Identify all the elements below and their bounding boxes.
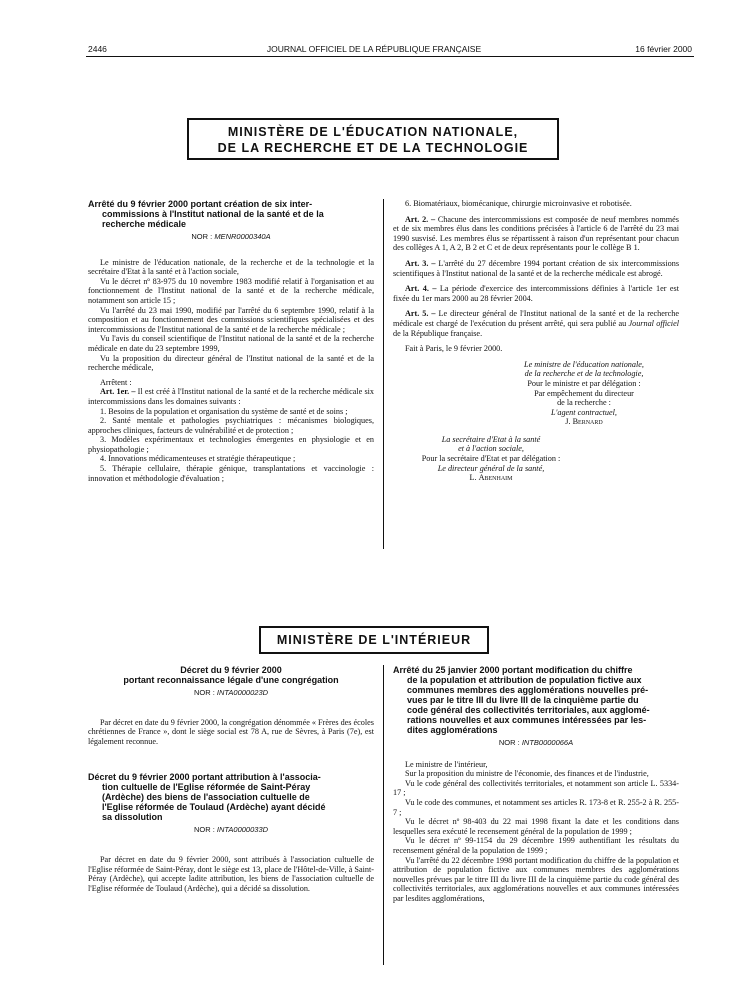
arrete-inserm-item2: 2. Santé mentale et pathologies psychiatriques : mécanismes biologiques, approches cliniques, facteurs de vulnérabilité et de protection ; <box>88 416 374 435</box>
ministry-education-line1: MINISTÈRE DE L'ÉDUCATION NATIONALE, <box>227 125 519 139</box>
header-rule <box>86 56 694 57</box>
arrete-inserm-title: Arrêté du 9 février 2000 portant création de six inter- commissions à l'Institut national de la santé et de la recherche médicale <box>88 199 324 229</box>
decret-congregation-text: Par décret en date du 9 février 2000, la congrégation dénommée « Frères des écoles chrétiennes de France », dont le siège social est 78 A, rue de Sèvres, à Paris (7e), est légalement reconnue. <box>88 717 374 746</box>
arrete-inserm-right-column <box>393 199 679 483</box>
arrete-population-para5: Vu le décret nº 98-403 du 22 mai 1998 fixant la date et les conditions dans lesquelles sera exécuté le recensement général de la population de 1999 ; <box>393 817 679 836</box>
column-divider-top <box>383 199 384 549</box>
arrete-population-para3: Vu le code général des collectivités territoriales, et notamment son article L. 5334-17 ; <box>393 778 679 798</box>
signature-block-minister: Le ministre de l'éducation nationale, de la recherche et de la technologie, Pour le ministre et par délégation : Par empêchement du directeur de la recherche : L'agent contractuel, J. Bernard <box>524 359 644 427</box>
journal-title: JOURNAL OFFICIEL DE LA RÉPUBLIQUE FRANÇAISE <box>266 44 482 54</box>
signature-block-secretary: La secrétaire d'Etat à la santé et à l'action sociale, Pour la secrétaire d'Etat et par délégation : Le directeur général de la santé, L. Abenhaim <box>421 434 561 483</box>
arrete-inserm-para2: Vu le décret nº 83-975 du 10 novembre 1983 modifié relatif à l'organisation et au fonctionnement de l'Institut national de la santé et de la recherche médicale, notamment son article 15 ; <box>88 276 374 305</box>
arrete-inserm-art4: Art. 4. – La période d'exercice des intercommissions définies à l'article 1er est fixée du 1er mars 2000 au 28 février 2004. <box>393 284 679 303</box>
decret-saint-peray-title: Décret du 9 février 2000 portant attribution à l'associa- tion cultuelle de l'Eglise réformée de Saint-Péray (Ardèche) des biens de l'association cultuelle de l'Eglise réformée de Toulaud (Ardèche) ayant décidé sa dissolution <box>88 772 326 823</box>
arrete-inserm-art1: Art. 1er. – Il est créé à l'Institut national de la santé et de la recherche médicale six intercommissions dans les domaines suivants : <box>88 387 374 406</box>
arrete-inserm-item3: 3. Modèles expérimentaux et technologies émergentes en physiologie et en physiopathologie ; <box>88 435 374 454</box>
arrete-inserm-item4: 4. Innovations médicamenteuses et stratégie thérapeutique ; <box>100 454 296 464</box>
arrete-inserm-item6: 6. Biomatériaux, biomécanique, chirurgie microinvasive et robotisée. <box>405 199 632 208</box>
arrete-inserm-nor: NOR : MENR0000340A <box>191 232 271 241</box>
ministry-interior-line1: MINISTÈRE DE L'INTÉRIEUR <box>276 633 472 647</box>
arrete-inserm-para3: Vu l'arrêté du 23 mai 1990, modifié par l'arrêté du 6 septembre 1990, relatif à la composition et au fonctionnement des commissions scientifiques spécialisées et des intercommissions de l'Institut national de la santé et de la recherche médicale ; <box>88 305 374 334</box>
ministry-education-box <box>187 118 559 160</box>
decret-saint-peray-text: Par décret en date du 9 février 2000, sont attribués à l'association cultuelle de l'Eglise réformée de Saint-Péray, dont le siège est 13, place de l'Hôtel-de-Ville, à Saint-Péray (Ardèche), qui accepte ladite attribution, les biens de l'association cultuelle de l'Eglise réformée de Toulaud (Ardèche), qui a décidé sa dissolution. <box>88 854 374 893</box>
ministry-education-line2: DE LA RECHERCHE ET DE LA TECHNOLOGIE <box>217 141 529 155</box>
arrete-inserm-art5: Art. 5. – Le directeur général de l'Institut national de la santé et de la recherche médicale est chargé de l'exécution du présent arrêté, qui sera publié au Journal officiel de la République française. <box>393 309 679 338</box>
decret-saint-peray-nor: NOR : INTA0000033D <box>193 825 269 835</box>
arrete-inserm-item5: 5. Thérapie cellulaire, thérapie génique, transplantations et vaccinologie : innovation et méthodologie d'évaluation ; <box>88 464 374 483</box>
arrete-population-para2: Sur la proposition du ministre de l'économie, des finances et de l'industrie, <box>405 769 649 779</box>
header-date: 16 février 2000 <box>635 44 692 54</box>
arrete-inserm-fait: Fait à Paris, le 9 février 2000. <box>405 344 503 354</box>
decret-congregation-nor: NOR : INTA0000023D <box>193 688 269 697</box>
interior-right-column <box>393 665 679 904</box>
arrete-population-para7: Vu l'arrêté du 22 décembre 1998 portant modification du chiffre de la population et attribution de population fictive aux communes membres des agglomérations nouvelles prévues par le titre III du livre III de la cinquième partie du code général des collectivités territoriales, aux agglomérations nouvelles et aux communes intéressées par lesdites agglomérations, <box>393 855 679 903</box>
arrete-inserm-para4: Vu l'avis du conseil scientifique de l'Institut national de la santé et de la recherche médicale en date du 23 septembre 1999, <box>88 334 374 353</box>
column-divider-bottom <box>383 665 384 965</box>
arrete-inserm-item1: 1. Besoins de la population et organisation du système de santé et de soins ; <box>100 406 348 416</box>
arrete-population-nor: NOR : INTB0000066A <box>498 738 574 747</box>
arrete-inserm-para1: Le ministre de l'éducation nationale, de la recherche et de la technologie et la secrétaire d'Etat à la santé et à l'action sociale, <box>88 257 374 277</box>
arrete-inserm-art3: Art. 3. – L'arrêté du 27 décembre 1994 portant création de six intercommissions scientifiques à l'Institut national de la santé et de la recherche médicale est abrogé. <box>393 258 680 278</box>
arrete-population-title: Arrêté du 25 janvier 2000 portant modification du chiffre de la population et attribution de population fictive aux communes membres des agglomérations nouvelles pré- vues par le titre III du livre III de la cinquième partie du code général des collectivités territoriales, aux agglomé- rations nouvelles et aux communes intéressées par les- dites agglomérations <box>393 665 650 735</box>
decret-congregation-title: Décret du 9 février 2000 portant reconnaissance légale d'une congrégation <box>123 665 339 685</box>
arrete-inserm-arretent: Arrêtent : <box>100 377 132 387</box>
arrete-population-para4: Vu le code des communes, et notamment ses articles R. 173-8 et R. 255-2 à R. 255-7 ; <box>393 797 679 817</box>
arrete-inserm-para5: Vu la proposition du directeur général de l'Institut national de la santé et de la recherche médicale, <box>88 353 374 373</box>
arrete-inserm-left-column <box>88 199 374 483</box>
arrete-inserm-art2: Art. 2. – Chacune des intercommissions est composée de neuf membres nommés et de six membres élus dans les conditions précisées à l'article 6 de l'arrêté du 23 mai 1990 susvisé. Les membres élus se répartissent à raison d'un représentant pour chacun des collèges A 1, A 2, B 2 et C et de deux représentants pour le collège B 1. <box>393 214 679 253</box>
arrete-population-para1: Le ministre de l'intérieur, <box>405 759 488 769</box>
ministry-interior-box <box>259 626 489 654</box>
page-number: 2446 <box>88 44 107 54</box>
arrete-population-para6: Vu le décret nº 99-1154 du 29 décembre 1999 authentifiant les résultats du recensement général de la population de 1999 ; <box>393 836 679 855</box>
interior-left-column <box>88 665 374 893</box>
